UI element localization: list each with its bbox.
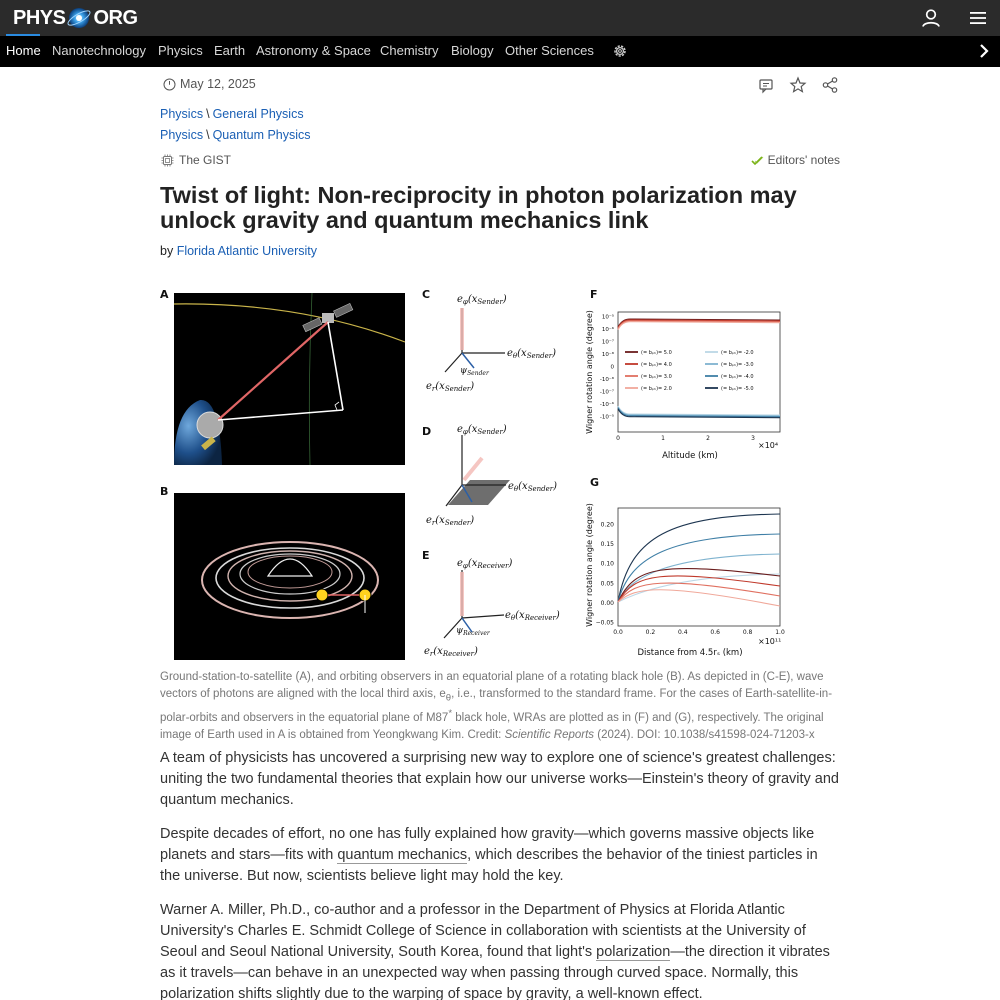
top-bar — [0, 0, 1000, 36]
byline-prefix: by — [160, 244, 174, 258]
breadcrumb-quantum-physics — [160, 128, 311, 142]
breadcrumb-separator: \ — [206, 128, 210, 142]
the-gist-toggle[interactable] — [161, 153, 231, 167]
nav-astronomy-space[interactable]: Astronomy & Space — [256, 43, 371, 58]
nav-earth[interactable]: Earth — [214, 43, 246, 58]
gist-label: The GIST — [179, 153, 232, 167]
article-byline — [160, 244, 317, 258]
star-icon[interactable] — [789, 76, 807, 94]
panel-label-g: G — [590, 476, 600, 489]
f-x-tick-label: 3 — [751, 435, 755, 442]
chevron-right-icon[interactable] — [977, 43, 991, 59]
g-y-tick-label: −0.05 — [595, 619, 614, 627]
breadcrumb-separator: \ — [206, 107, 210, 121]
panel-label-d: D — [422, 425, 432, 438]
nav-physics[interactable]: Physics — [158, 43, 203, 58]
e-e-phi-label: $e_\varphi(x_{Receiver})$ — [457, 558, 513, 570]
e-e-r-label: $e_r(x_{Receiver})$ — [424, 646, 478, 658]
g-x-tick-label: 0.0 — [613, 629, 623, 636]
f-legend-label: (= bₚₕ)= -5.0 — [721, 386, 754, 392]
clock-icon — [163, 78, 176, 91]
chip-icon — [161, 154, 174, 167]
user-icon[interactable] — [920, 7, 942, 29]
f-legend-label: (= bₚₕ)= 2.0 — [641, 386, 672, 392]
g-x-tick-label: 0.2 — [645, 629, 656, 636]
f-y-tick-label: -10⁻⁵ — [599, 414, 614, 421]
c-psi-label: $\psi_{Sender}$ — [460, 366, 489, 377]
f-y-tick-label: 10⁻⁵ — [601, 314, 614, 321]
p2-text-a: Despite decades of effort, no one has fully explained how gravity—which governs massive objects like planets and stars—fits with — [160, 826, 815, 863]
g-y-axis-label: Wigner rotation angle (degree) — [585, 503, 594, 627]
g-y-tick-label: 0.20 — [600, 521, 614, 529]
p2-text-b: , which describes the behavior of the tiniest particles in the universe. But now, scientists believe light may hold the key. — [160, 847, 818, 884]
f-y-tick-label: 10⁻⁸ — [601, 352, 614, 358]
article-paragraph-1: A team of physicists has uncovered a surprising new way to explore one of science's greatest challenges: uniting the two fundamental theories that explain how our universe works—Einstein's theory of gravity and quantum mechanics. — [160, 750, 840, 808]
article-title: Twist of light: Non-reciprocity in photon polarization may unlock gravity and quantum mechanics link — [160, 182, 797, 233]
breadcrumb-child-link[interactable]: General Physics — [212, 107, 304, 121]
d-e-r-label: $e_r(x_{Sender})$ — [426, 515, 475, 527]
f-y-axis-label: Wigner rotation angle (degree) — [585, 310, 594, 434]
panel-g-distance-plot — [585, 503, 785, 658]
article-figure[interactable] — [160, 280, 840, 663]
f-y-tick-label: -10⁻⁸ — [599, 377, 614, 383]
nav-active-indicator — [6, 34, 40, 36]
g-x-tick-label: 0.8 — [742, 629, 753, 636]
panel-c-sender-frame — [426, 294, 556, 393]
checkmark-icon — [751, 155, 764, 166]
e-psi-label: $\psi_{Receiver}$ — [456, 626, 490, 637]
f-x-multiplier: ×10⁴ — [758, 441, 779, 450]
polarization-link[interactable]: polarization — [596, 944, 671, 960]
caption-text-4: (2024). DOI: 10.1038/s41598-024-71203-x — [594, 728, 815, 741]
caption-subscript: θ — [445, 691, 452, 703]
panel-b-black-hole-scene — [174, 493, 405, 660]
g-x-ticks — [613, 629, 785, 636]
logo-text-right: ORG — [93, 6, 138, 29]
panel-f-altitude-plot — [585, 310, 780, 461]
f-legend-label: (= bₚₕ)= 5.0 — [641, 350, 672, 356]
f-y-tick-label: -10⁻⁷ — [599, 389, 614, 396]
e-e-theta-label: $e_\theta(x_{Receiver})$ — [505, 610, 560, 622]
g-y-ticks — [596, 522, 615, 627]
gear-icon[interactable] — [612, 43, 628, 59]
f-y-tick-label: 10⁻⁷ — [601, 339, 614, 346]
f-x-axis-label: Altitude (km) — [662, 451, 718, 461]
f-x-tick-label: 1 — [661, 435, 665, 442]
panel-label-f: F — [590, 288, 598, 301]
f-x-tick-label: 2 — [706, 435, 710, 442]
c-e-r-label: $e_r(x_{Sender})$ — [426, 381, 475, 393]
editors-notes-label: Editors' notes — [767, 153, 840, 167]
f-y-tick-label: -10⁻⁶ — [599, 402, 614, 408]
nav-home[interactable]: Home — [6, 43, 41, 58]
breadcrumb-parent-link[interactable]: Physics — [160, 107, 204, 121]
caption-journal: Scientific Reports — [504, 728, 595, 741]
site-logo[interactable] — [13, 4, 138, 32]
article-paragraph-2 — [160, 824, 840, 887]
figure-svg — [160, 280, 840, 663]
caption-text-3: black hole, WRAs are plotted as in (F) and (G), respectively. The original image of Earth used in A is obtained from Yeongkwang Kim. Credit: — [160, 712, 824, 741]
share-icon[interactable] — [821, 76, 839, 94]
quantum-mechanics-link[interactable]: quantum mechanics — [337, 847, 468, 863]
p3-text-a: Warner A. Miller, Ph.D., co-author and a professor in the Department of Physics at Florida Atlantic University's Charles E. Schmidt College of Science in collaboration with scientists at the University of Seoul and Seoul National University, South Korea, found that light's — [160, 902, 806, 960]
p3-text-b: —the direction it vibrates as it travels—can behave in an unexpected way when passing through curved space. Normally, this polarization shifts slightly due to the warping of space by gravity, a well-known effect. — [160, 944, 830, 1000]
g-x-tick-label: 1.0 — [775, 629, 785, 636]
g-x-tick-label: 0.4 — [678, 629, 688, 636]
g-x-tick-label: 0.6 — [710, 629, 720, 636]
f-x-ticks — [616, 435, 755, 442]
panel-label-e: E — [422, 549, 430, 562]
g-x-axis-label: Distance from 4.5rₛ (km) — [637, 648, 743, 658]
c-e-phi-label: $e_\varphi(x_{Sender})$ — [457, 294, 507, 306]
g-x-multiplier: ×10¹¹ — [758, 637, 782, 646]
nav-chemistry[interactable]: Chemistry — [380, 43, 439, 58]
figure-caption — [160, 669, 840, 743]
logo-orb-icon — [66, 5, 92, 31]
main-nav — [0, 36, 1000, 67]
f-legend-label: (= bₚₕ)= -2.0 — [721, 350, 754, 356]
editors-notes[interactable] — [751, 153, 840, 167]
g-y-tick-label: 0.10 — [600, 560, 614, 568]
logo-text-left: PHYS — [13, 6, 66, 29]
caption-text-2: , i.e., transformed to the standard frame. For the cases of Earth-satellite-in-polar-orbits and observers in the equatorial plane of M87 — [160, 687, 833, 725]
panel-d-sender-plane — [426, 424, 557, 527]
breadcrumb-general-physics — [160, 107, 304, 121]
nav-other-sciences[interactable]: Other Sciences — [505, 43, 594, 58]
d-e-theta-label: $e_\theta(x_{Sender})$ — [508, 481, 558, 493]
panel-label-b: B — [160, 485, 169, 498]
nav-nanotechnology[interactable]: Nanotechnology — [52, 43, 146, 58]
f-y-ticks — [600, 314, 615, 421]
breadcrumb-parent-link[interactable]: Physics — [160, 128, 204, 142]
f-y-tick-label: 0 — [610, 364, 614, 371]
panel-label-c: C — [422, 288, 431, 301]
f-x-tick-label: 0 — [616, 435, 620, 442]
panel-label-a: A — [160, 288, 169, 301]
panel-e-receiver-frame — [424, 558, 560, 658]
c-e-theta-label: $e_\theta(x_{Sender})$ — [507, 348, 557, 360]
article-date — [163, 77, 256, 91]
nav-biology[interactable]: Biology — [451, 43, 494, 58]
d-e-phi-label: $e_\varphi(x_{Sender})$ — [457, 424, 507, 436]
date-text: May 12, 2025 — [180, 77, 256, 91]
caption-superscript: * — [448, 708, 453, 720]
f-legend-label: (= bₚₕ)= 3.0 — [641, 374, 672, 380]
breadcrumb-child-link[interactable]: Quantum Physics — [212, 128, 311, 142]
caption-text-1: Ground-station-to-satellite (A), and orbiting observers in an equatorial plane of a rotating black hole (B). As depicted in (C-E), wave vectors of photons are aligned with the local third axis, e — [160, 671, 824, 700]
f-legend-label: (= bₚₕ)= 4.0 — [641, 362, 672, 368]
g-y-tick-label: 0.15 — [600, 541, 614, 549]
menu-icon[interactable] — [967, 7, 989, 29]
byline-org-link[interactable]: Florida Atlantic University — [176, 244, 318, 258]
g-y-tick-label: 0.00 — [600, 599, 614, 607]
comment-icon[interactable] — [757, 76, 775, 94]
f-legend-label: (= bₚₕ)= -3.0 — [721, 362, 754, 368]
f-y-tick-label: 10⁻⁶ — [601, 327, 614, 333]
article-paragraph-3 — [160, 900, 840, 1000]
f-legend-label: (= bₚₕ)= -4.0 — [721, 374, 754, 380]
panel-a-satellite-scene — [174, 293, 405, 465]
g-y-tick-label: 0.05 — [600, 580, 614, 588]
